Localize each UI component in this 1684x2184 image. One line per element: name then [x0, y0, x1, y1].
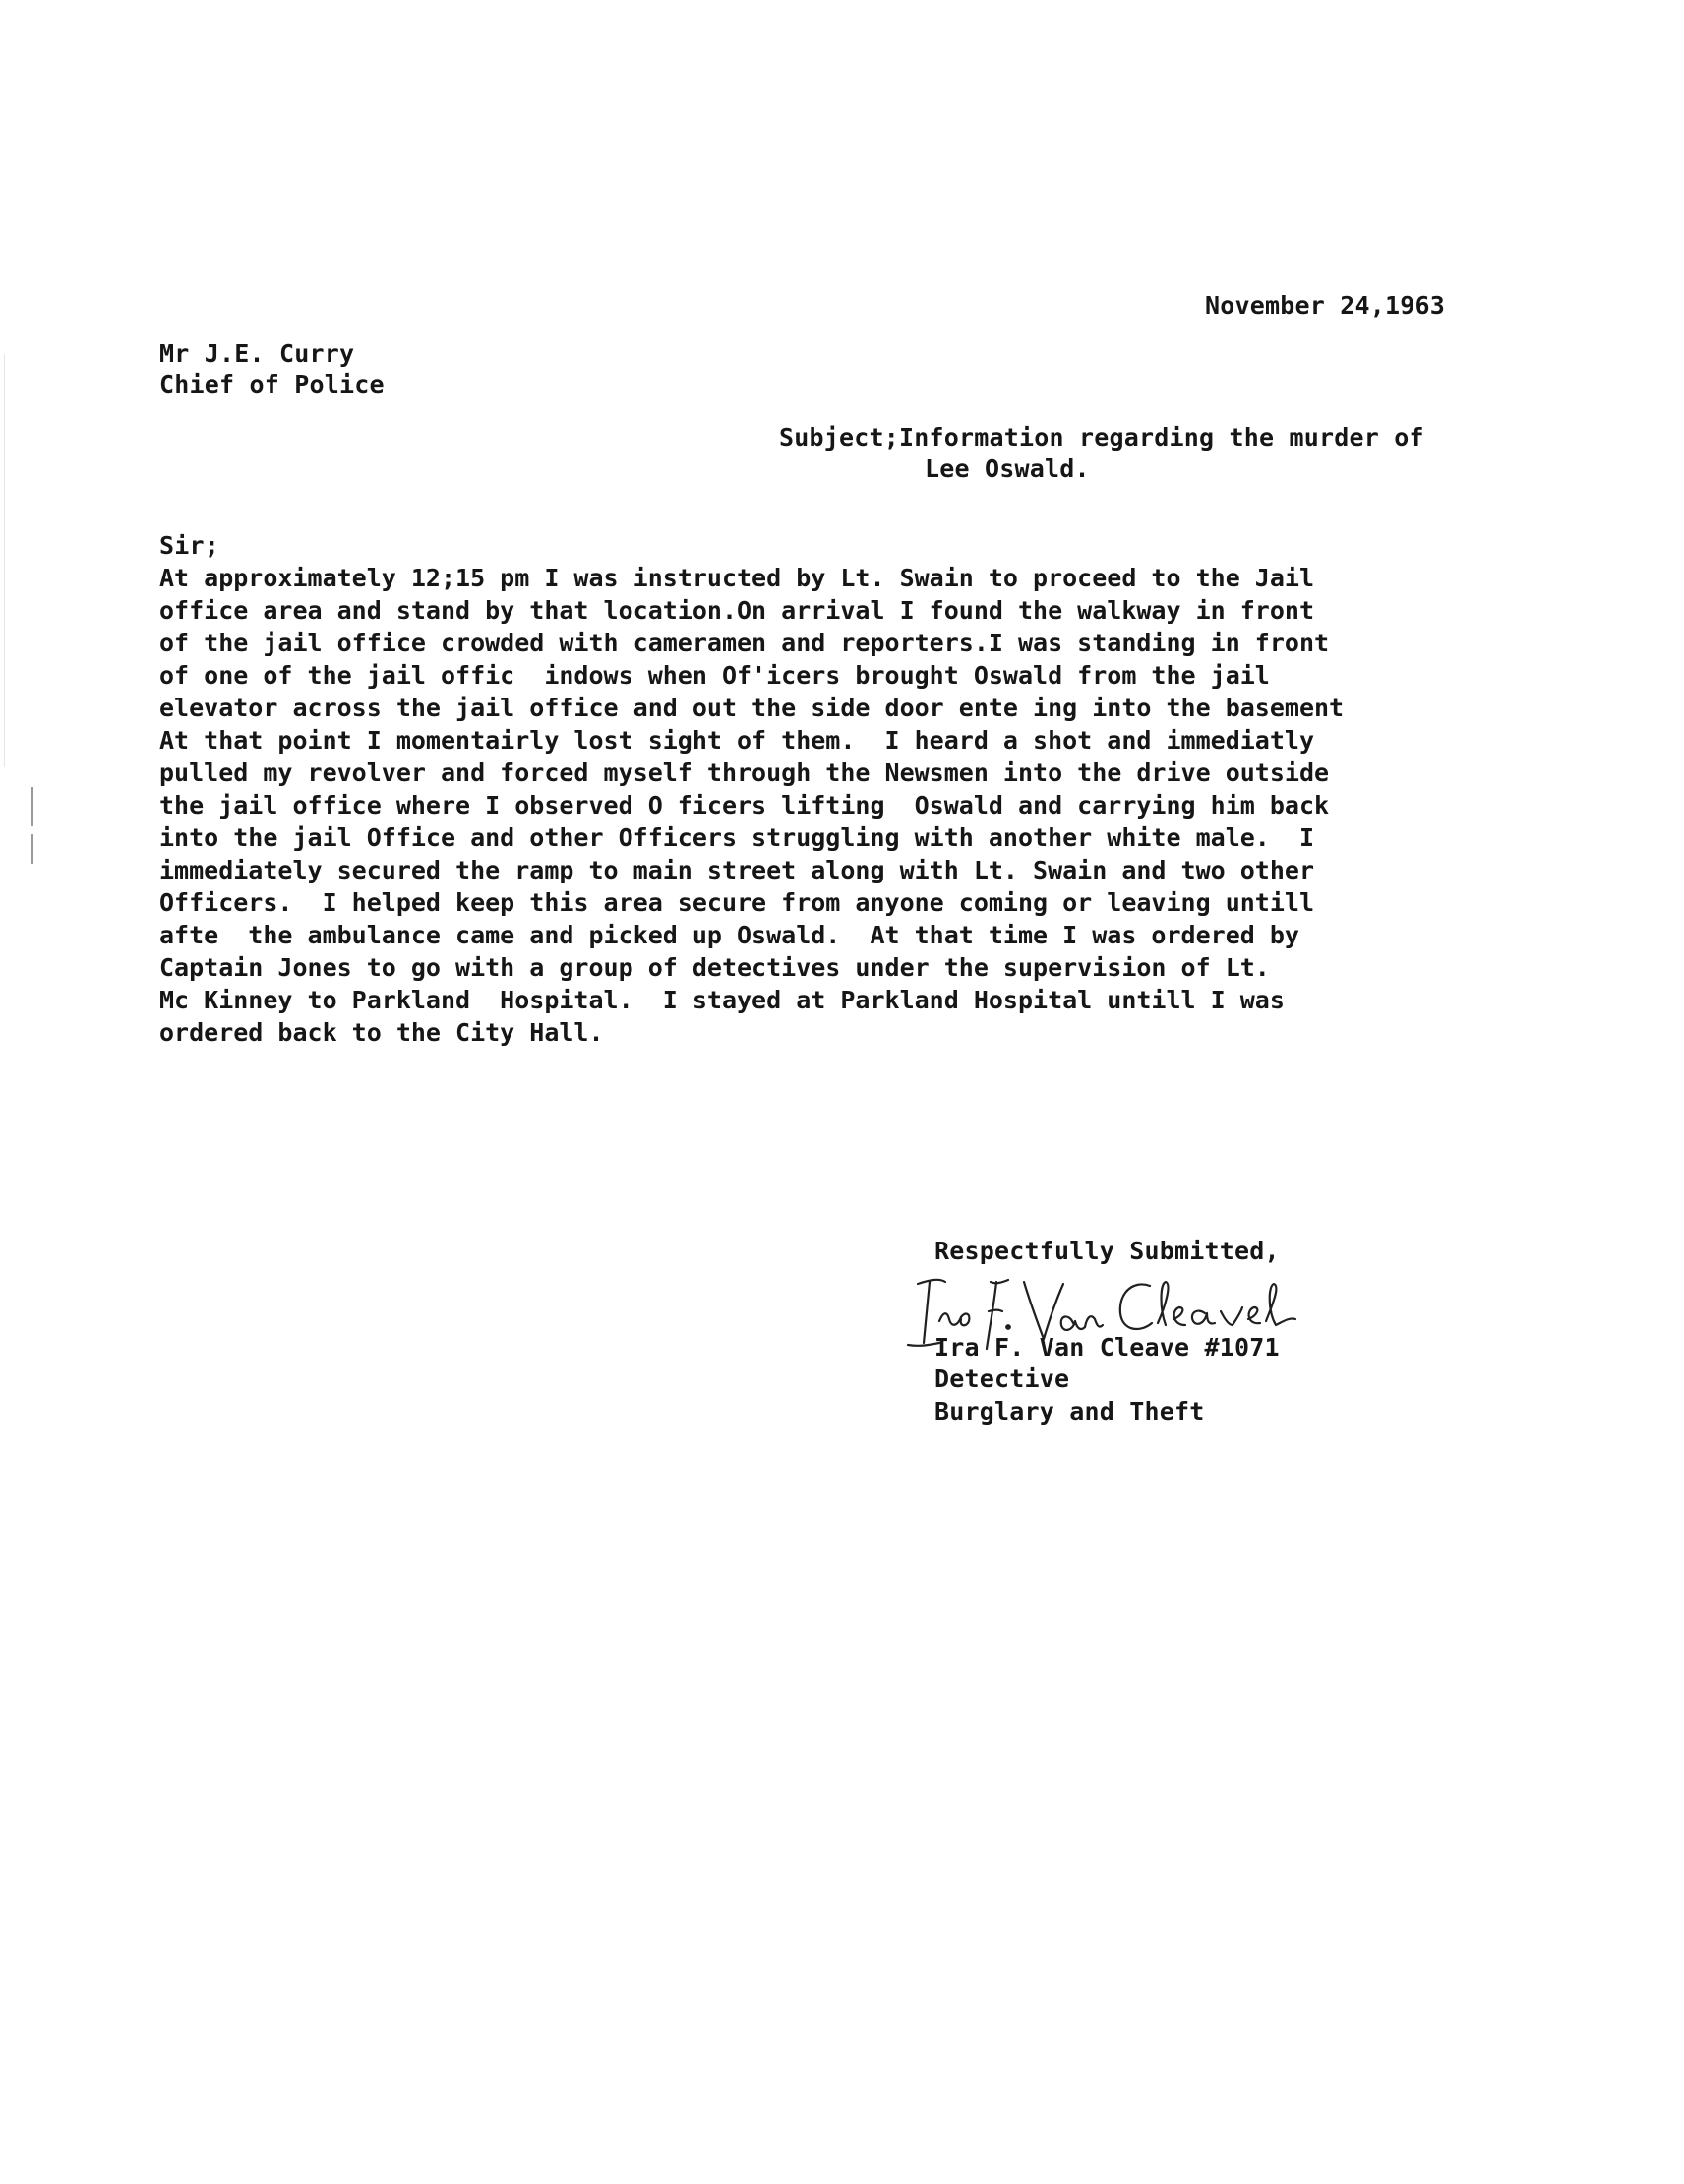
body-line: elevator across the jail office and out the side door ente ing into the basement: [159, 694, 1345, 722]
subject-line-2: Lee Oswald.: [925, 455, 1090, 483]
body-line: At approximately 12;15 pm I was instructed by Lt. Swain to proceed to the Jail: [159, 564, 1314, 592]
body-line: Mc Kinney to Parkland Hospital. I stayed at Parkland Hospital untill I was: [159, 986, 1285, 1014]
margin-mark: [31, 787, 33, 826]
closing: Respectfully Submitted,: [934, 1237, 1280, 1265]
body-line: Officers. I helped keep this area secure from anyone coming or leaving untill: [159, 888, 1314, 917]
body-line: of the jail office crowded with cameramen and reporters.I was standing in front: [159, 629, 1330, 657]
body-line: immediately secured the ramp to main street along with Lt. Swain and two other: [159, 856, 1314, 884]
signer-name: Ira F. Van Cleave #1071: [934, 1333, 1280, 1362]
margin-mark: [4, 354, 5, 767]
body-line: ordered back to the City Hall.: [159, 1018, 604, 1047]
body-line: afte the ambulance came and picked up Oswald. At that time I was ordered by: [159, 921, 1299, 949]
letter-body: [159, 562, 1586, 1049]
body-line: of one of the jail offic indows when Of'icers brought Oswald from the jail: [159, 661, 1270, 690]
signer-department: Burglary and Theft: [934, 1397, 1205, 1426]
body-line: At that point I momentairly lost sight of them. I heard a shot and immediatly: [159, 726, 1314, 755]
signer-title: Detective: [934, 1365, 1070, 1393]
body-line: into the jail Office and other Officers struggling with another white male. I: [159, 823, 1314, 852]
subject-line-1: Subject;Information regarding the murder of: [779, 423, 1424, 452]
body-line: Captain Jones to go with a group of detectives under the supervision of Lt.: [159, 953, 1270, 982]
body-line: pulled my revolver and forced myself through the Newsmen into the drive outside: [159, 758, 1330, 787]
salutation: Sir;: [159, 531, 220, 560]
recipient-title: Chief of Police: [159, 370, 385, 398]
letter-date: November 24,1963: [1205, 291, 1446, 320]
body-line: office area and stand by that location.On arrival I found the walkway in front: [159, 596, 1314, 625]
margin-mark: [31, 834, 33, 864]
body-line: the jail office where I observed O ficers lifting Oswald and carrying him back: [159, 791, 1330, 819]
recipient-name: Mr J.E. Curry: [159, 339, 355, 368]
